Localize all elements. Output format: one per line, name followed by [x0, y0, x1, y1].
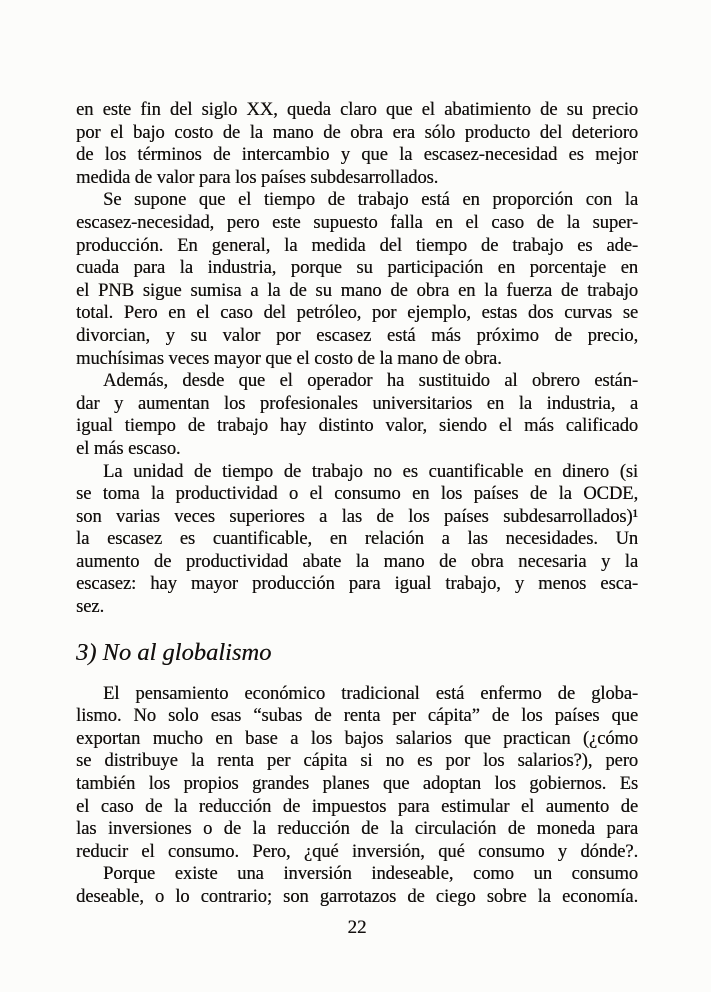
text-line: deseable, o lo contrario; son garrotazos de ciego sobre la economía. [76, 886, 638, 907]
paragraph-unidad-tiempo [76, 461, 638, 619]
text-line: sez. [76, 596, 104, 618]
text-line: escasez: hay mayor producción para igual trabajo, y menos esca- [76, 573, 638, 595]
text-line: igual tiempo de trabajo hay distinto valor, siendo el más calificado [76, 415, 638, 437]
text-line: la escasez es cuantificable, en relación a las necesidades. Un [76, 528, 638, 550]
paragraph-tiempo-trabajo [76, 189, 638, 370]
text-line: Porque existe una inversión indeseable, como un consumo [103, 863, 638, 885]
text-line-with-footnote-marker: son varias veces superiores a las de los países subdesarrollados)¹ [76, 505, 638, 527]
paragraph-pensamiento [76, 683, 638, 864]
text-line: El pensamiento económico tradicional está enfermo de globa- [103, 682, 638, 704]
text-line: dar y aumentan los profesionales universitarios en la industria, a [76, 392, 638, 414]
text-column [76, 99, 638, 909]
text-line: divorcian, y su valor por escasez está más próximo de precio, [76, 324, 638, 346]
text-line: se distribuye la renta per cápita si no es por los salarios?), pero [76, 750, 638, 772]
paragraph-inversion [76, 863, 638, 908]
text-line: La unidad de tiempo de trabajo no es cuantificable en dinero (si [103, 460, 638, 482]
paragraph-continuation [76, 99, 638, 189]
text-line: el más escaso. [76, 437, 181, 459]
text-line: Se supone que el tiempo de trabajo está en proporción con la [103, 189, 638, 211]
text-line: de los términos de intercambio y que la escasez-necesidad es mejor [76, 144, 638, 166]
paragraph-operador [76, 370, 638, 460]
text-line: el PNB sigue sumisa a la de su mano de obra en la fuerza de trabajo [76, 279, 638, 301]
text-line: total. Pero en el caso del petróleo, por ejemplo, estas dos curvas se [76, 302, 638, 324]
section-heading: 3) No al globalismo [76, 638, 272, 666]
text-line: exportan mucho en base a los bajos salarios que practican (¿cómo [76, 727, 638, 749]
text-line: se toma la productividad o el consumo en los países de la OCDE, [76, 483, 638, 505]
text-line: por el bajo costo de la mano de obra era sólo producto del deterioro [76, 121, 638, 143]
text-line: en este fin del siglo XX, queda claro que el abatimiento de su precio [76, 99, 638, 120]
text-line: lismo. No solo esas “subas de renta per cápita” de los países que [76, 705, 638, 727]
text-line: escasez-necesidad, pero este supuesto falla en el caso de la super- [76, 211, 638, 233]
page-number: 22 [347, 917, 367, 938]
text-line: Además, desde que el operador ha sustituido al obrero están- [103, 370, 638, 392]
text-line: aumento de productividad abate la mano de obra necesaria y la [76, 550, 638, 572]
text-line: producción. En general, la medida del tiempo de trabajo es ade- [76, 234, 638, 256]
text-line: también los propios grandes planes que adoptan los gobiernos. Es [76, 773, 638, 795]
text-line: medida de valor para los países subdesarrollados. [76, 166, 439, 188]
text-line: muchísimas veces mayor que el costo de la mano de obra. [76, 347, 502, 369]
text-line: reducir el consumo. Pero, ¿qué inversión, qué consumo y dónde?. [76, 840, 638, 862]
text-line: el caso de la reducción de impuestos para estimular el aumento de [76, 795, 638, 817]
text-line: las inversiones o de la reducción de la circulación de moneda para [76, 818, 638, 840]
text-line: cuada para la industria, porque su participación en porcentaje en [76, 257, 638, 279]
